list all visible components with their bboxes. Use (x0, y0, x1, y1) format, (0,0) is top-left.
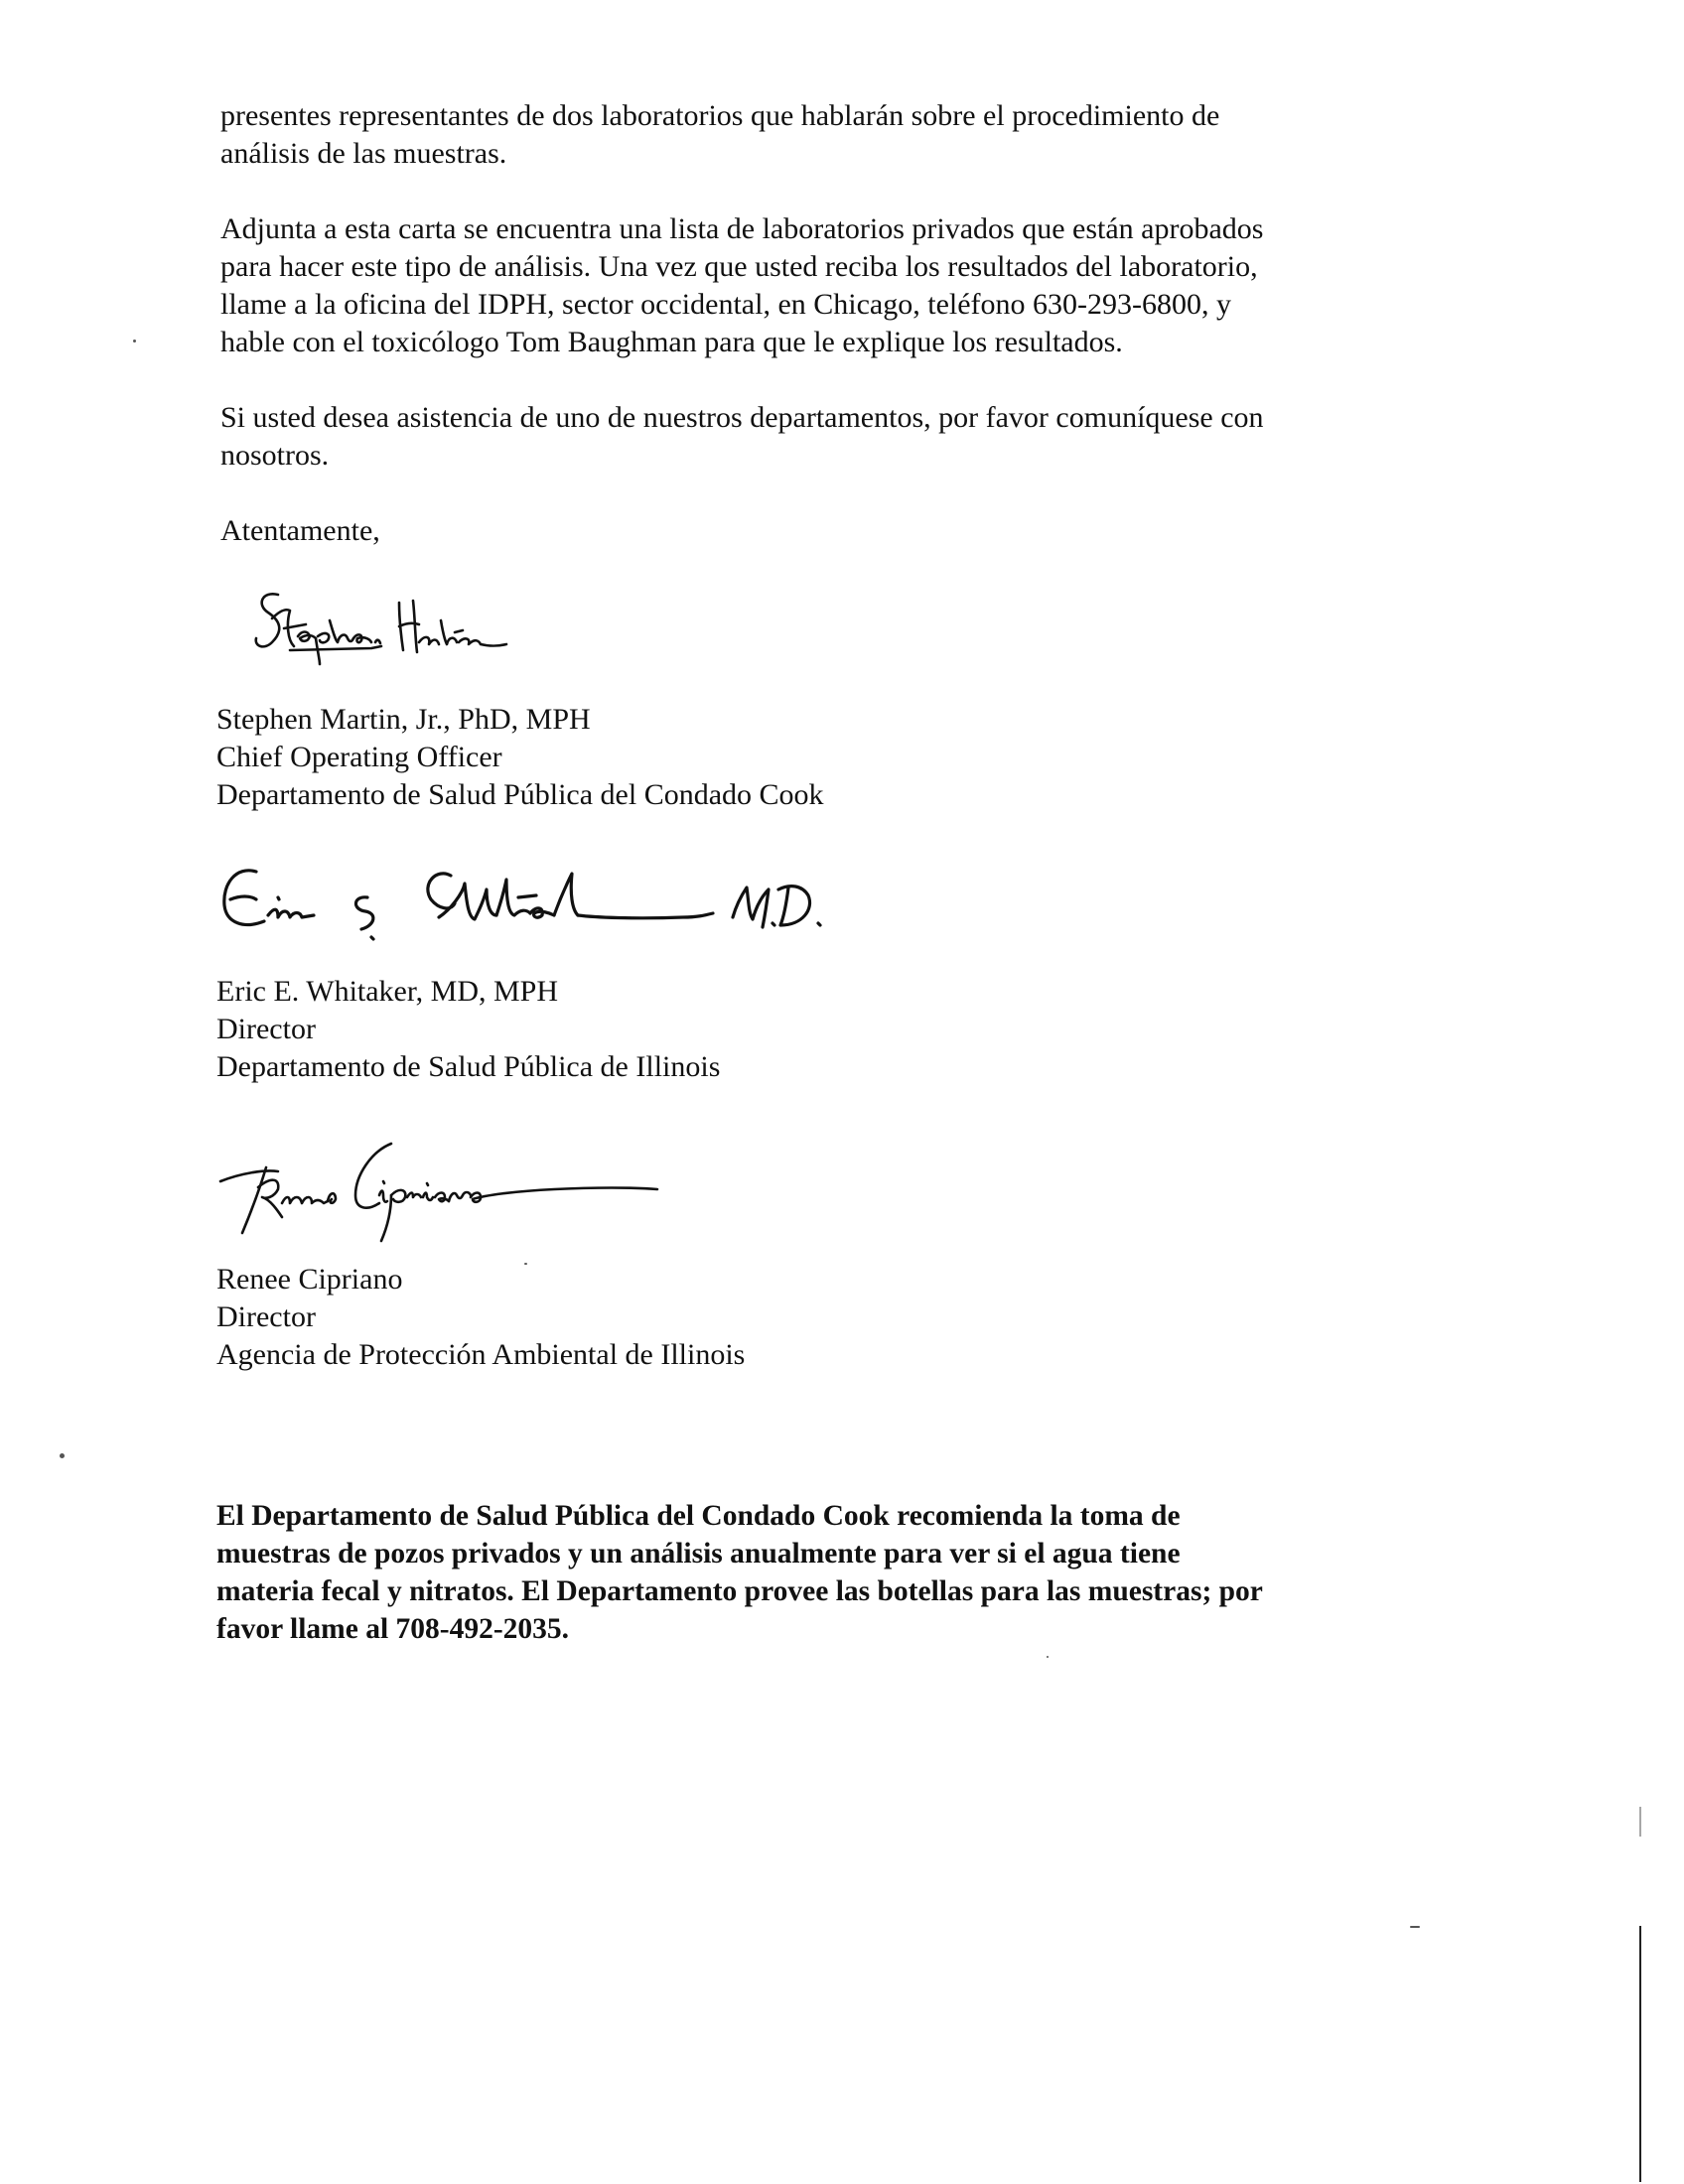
signer-name: Renee Cipriano (216, 1263, 403, 1296)
signer-title: Director (216, 1013, 316, 1045)
paragraph-line: presentes representantes de dos laboratorios que hablarán sobre el procedimiento de (220, 99, 1220, 132)
signer-block-renee-cipriano (216, 1261, 745, 1374)
signature-renee-cipriano (216, 1138, 663, 1257)
notice-line: favor llame al 708-492-2035. (216, 1613, 570, 1645)
signer-block-stephen-martin (216, 701, 824, 814)
handwritten-signature-image (216, 854, 832, 953)
signer-organization: Departamento de Salud Pública del Condado Cook (216, 778, 824, 811)
paragraph-line: llame a la oficina del IDPH, sector occidental, en Chicago, teléfono 630-293-6800, y (220, 288, 1232, 321)
paragraph-line: Si usted desea asistencia de uno de nuestros departamentos, por favor comuníquese con (220, 401, 1264, 434)
paragraph-line: hable con el toxicólogo Tom Baughman para que le explique los resultados. (220, 326, 1123, 358)
notice-line: materia fecal y nitratos. El Departamento provee las botellas para las muestras; por (216, 1575, 1263, 1607)
signer-organization: Agencia de Protección Ambiental de Illinois (216, 1338, 746, 1371)
scan-speck (60, 1453, 65, 1458)
closing-salutation: Atentamente, (220, 514, 380, 547)
signer-title: Director (216, 1300, 316, 1333)
well-testing-notice (216, 1497, 1428, 1648)
signer-block-eric-whitaker (216, 973, 720, 1086)
paragraph-lab-representatives (220, 97, 1452, 173)
signer-title: Chief Operating Officer (216, 741, 502, 773)
notice-line: muestras de pozos privados y un análisis anualmente para ver si el agua tiene (216, 1538, 1181, 1570)
scan-speck (1410, 1926, 1420, 1928)
signature-eric-whitaker (216, 854, 832, 953)
paragraph-approved-labs (220, 210, 1452, 361)
scan-margin-line (1639, 1926, 1641, 2182)
paragraph-line: Adjunta a esta carta se encuentra una lista de laboratorios privados que están aprobados (220, 212, 1264, 245)
scan-speck (1047, 1656, 1049, 1658)
signer-organization: Departamento de Salud Pública de Illinois (216, 1050, 721, 1083)
scan-speck (524, 1263, 527, 1265)
signer-name: Eric E. Whitaker, MD, MPH (216, 975, 559, 1008)
scan-margin-line (1639, 1807, 1641, 1837)
signer-name: Stephen Martin, Jr., PhD, MPH (216, 703, 591, 736)
notice-line: El Departamento de Salud Pública del Condado Cook recomienda la toma de (216, 1500, 1181, 1532)
handwritten-signature-image (216, 1138, 663, 1257)
paragraph-line: nosotros. (220, 439, 330, 472)
signature-stephen-martin (250, 581, 508, 670)
paragraph-line: análisis de las muestras. (220, 137, 507, 170)
paragraph-assistance (220, 399, 1452, 475)
scan-speck (133, 340, 136, 342)
paragraph-line: para hacer este tipo de análisis. Una vez que usted reciba los resultados del laboratorio, (220, 250, 1258, 283)
handwritten-signature-image (250, 581, 508, 670)
